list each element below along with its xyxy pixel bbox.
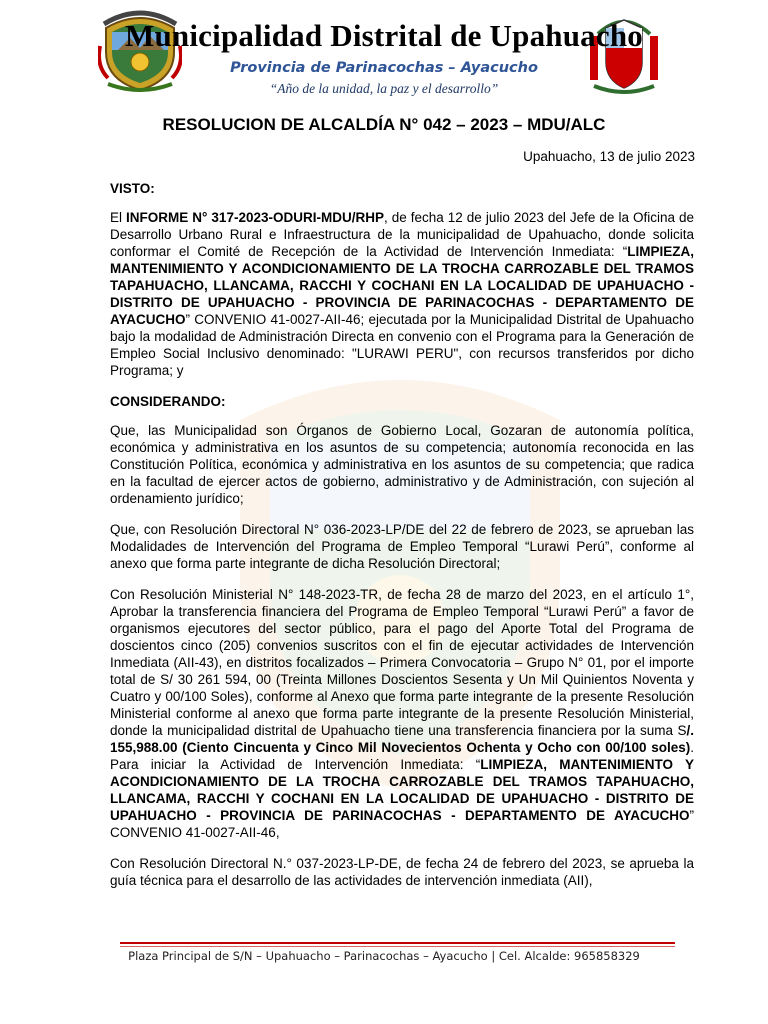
transfer-amount: /. 155,988.00 (Ciento Cincuenta y Cinco Mil Novecientos Ochenta y Ocho con 00/100 soles) — [110, 723, 694, 755]
footer-address: Plaza Principal de S/N – Upahuacho – Parinacochas – Ayacucho | Cel. Alcalde: 965858329 — [128, 949, 640, 963]
visto-heading: VISTO: — [110, 181, 155, 196]
text-run: ” CONVENIO 41-0027-AII-46; ejecutada por la Municipalidad Distrital de Upahuacho bajo la modalidad de Administración Directa en convenio con el Programa para la Generación de Empleo Social Inclusivo denominado: "LURAWI PERU", con recursos transferidos por dicho Programa; y — [110, 312, 694, 378]
text-run: ” CONVENIO 41-0027-AII-46, — [110, 808, 694, 840]
letterhead — [0, 0, 768, 100]
resolution-body — [110, 180, 694, 903]
considerando-heading: CONSIDERANDO: — [110, 394, 226, 409]
text-run: . Para iniciar la Actividad de Intervención Inmediata: “ — [110, 740, 694, 772]
year-motto: “Año de la unidad, la paz y el desarrollo” — [269, 81, 499, 96]
text-run: Con Resolución Ministerial N° 148-2023-TR, de fecha 28 de marzo del 2023, en el artículo 1°, Aprobar la transferencia financiera del Programa de Empleo Temporal “Lurawi Perú” a favor de organismos ejecutores del sector público, para el pago del Aporte Total del Programa de doscientos cinco (205) convenios suscritos con el fin de ejecutar actividades de Intervención Inmediata (AII-43), en distritos focalizados – Primera Convocatoria – Grupo N° 01, por el importe total de S/ 30 261 594, 00 (Treinta Millones Doscientos Sesenta y Un Mil Quinientos Noventa y Cuatro y 00/100 Soles), conforme al Anexo que forma parte integrante de la presente Resolución Ministerial conforme al anexo que forma parte integrante de la presente Resolución Ministerial, donde la municipalidad distrital de Upahuacho tiene una transferencia financiera por la suma S — [110, 587, 694, 738]
municipality-title: Municipalidad Distrital de Upahuacho — [125, 18, 643, 53]
considerando-paragraph-4: Con Resolución Directoral N.° 037-2023-LP-DE, de fecha 24 de febrero del 2023, se aprueba la guía técnica para el desarrollo de las actividades de intervención inmediata (AII), — [110, 856, 694, 888]
activity-name: LIMPIEZA, MANTENIMIENTO Y ACONDICIONAMIENTO DE LA TROCHA CARROZABLE DEL TRAMOS TAPAHUACHO, LLANCAMA, RACCHI Y COCHANI EN LA LOCALIDAD DE UPAHUACHO - DISTRITO DE UPAHUACHO - PROVINCIA DE PARINACOCHAS - DEPARTAMENTO DE AYACUCHO — [110, 757, 694, 823]
considerando-paragraph-3 — [110, 586, 694, 841]
province-line: Provincia de Parinacochas – Ayacucho — [230, 60, 538, 76]
considerando-paragraph-2: Que, con Resolución Directoral N° 036-2023-LP/DE del 22 de febrero de 2023, se aprueban las Modalidades de Intervención del Programa de Empleo Temporal “Lurawi Perú”, conforme al anexo que forma parte integrante de dicha Resolución Directoral; — [110, 522, 694, 571]
text-run: , de fecha 12 de julio 2023 del Jefe de la Oficina de Desarrollo Urbano Rural e Infraestructura de la municipalidad de Upahuacho, donde solicita conformar el Comité de Recepción de la Actividad de Intervención Inmediata: “ — [110, 210, 694, 259]
resolution-title: RESOLUCION DE ALCALDÍA N° 042 – 2023 – MDU/ALC — [162, 115, 606, 134]
visto-paragraph — [110, 209, 694, 379]
considerando-paragraph-1: Que, las Municipalidad son Órganos de Gobierno Local, Gozaran de autonomía política, económica y administrativa en los asuntos de su competencia; autonomía reconocida en las Constitución Política, económica y administrativa en los asuntos de su competencia; que radica en la facultad de ejercer actos de gobierno, administrativo y de Administración, con sujeción al ordenamiento jurídico; — [110, 423, 694, 506]
text-run: El — [110, 210, 127, 225]
resolution-date: Upahuacho, 13 de julio 2023 — [523, 149, 695, 164]
activity-name: LIMPIEZA, MANTENIMIENTO Y ACONDICIONAMIENTO DE LA TROCHA CARROZABLE DEL TRAMOS TAPAHUACHO, LLANCAMA, RACCHI Y COCHANI EN LA LOCALIDAD DE UPAHUACHO - DISTRITO DE UPAHUACHO - PROVINCIA DE PARINACOCHAS - DEPARTAMENTO DE AYACUCHO — [110, 244, 694, 327]
footer-rule — [120, 942, 675, 944]
footer-rule-thin — [120, 946, 675, 947]
informe-reference: INFORME N° 317-2023-ODURI-MDU/RHP — [126, 210, 384, 225]
